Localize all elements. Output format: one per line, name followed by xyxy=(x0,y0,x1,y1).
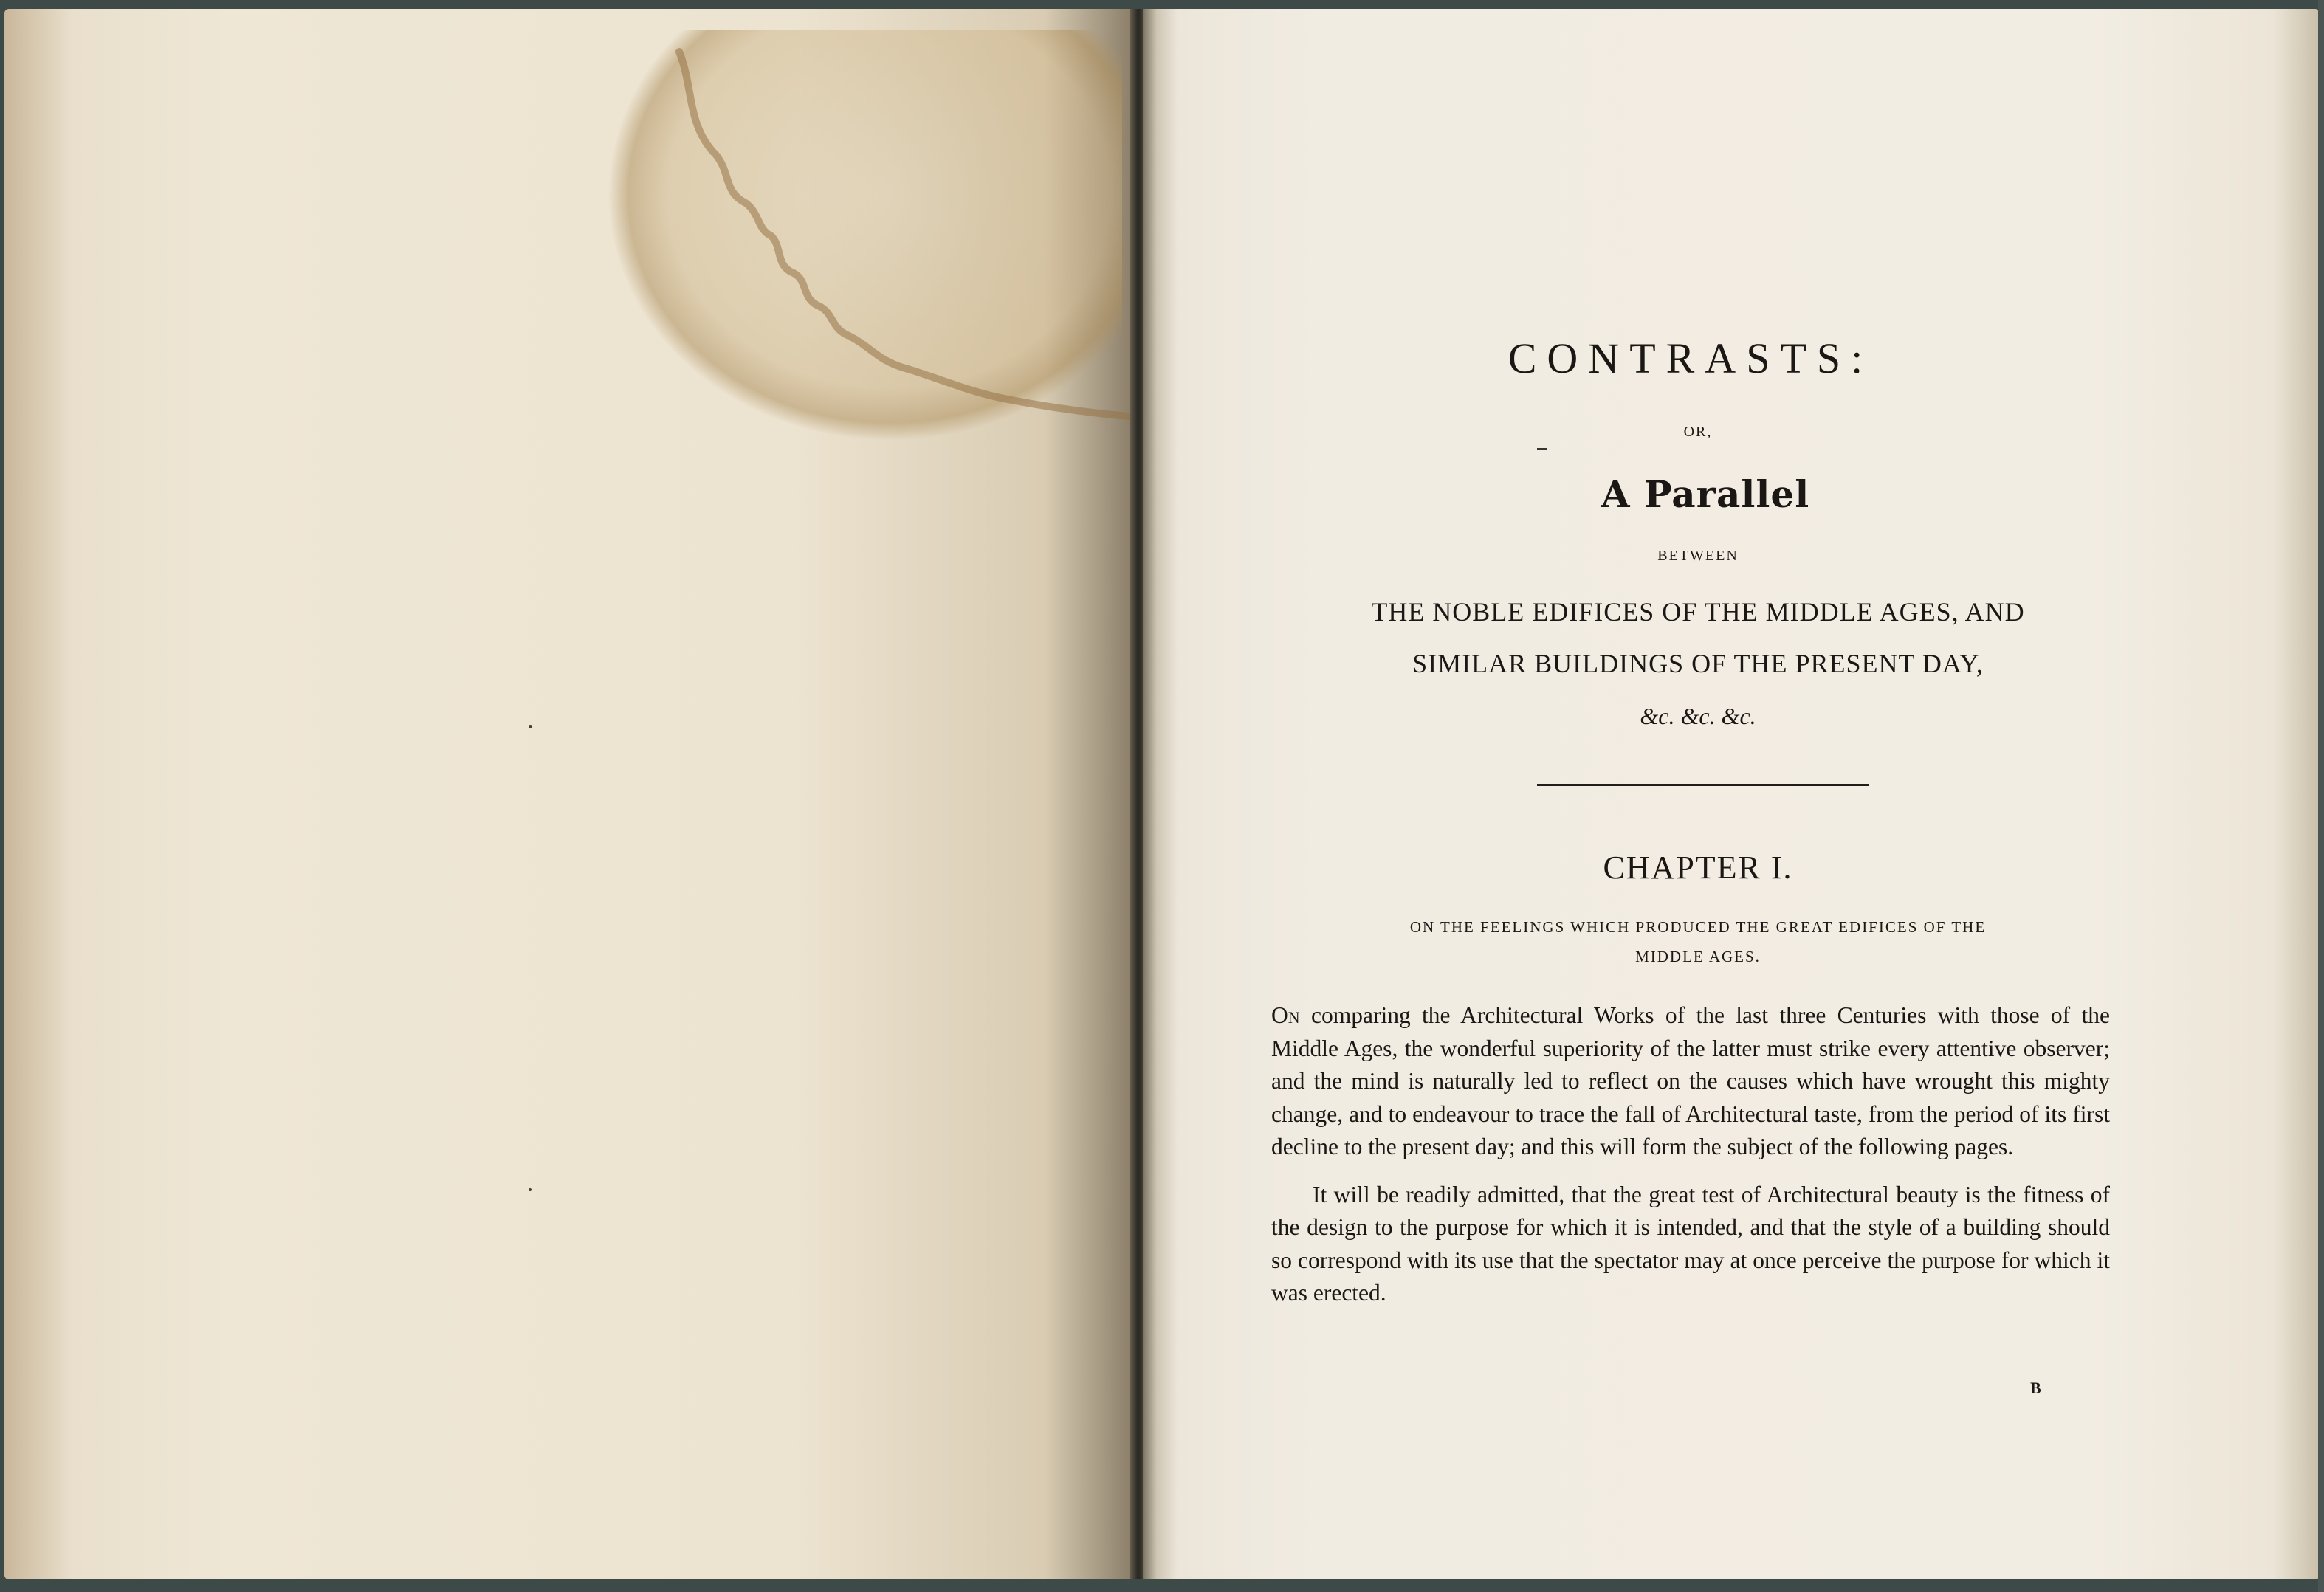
ornament-dash xyxy=(1537,448,1547,450)
etc-line: &c. &c. &c. xyxy=(1640,703,1756,729)
chapter-body xyxy=(1271,999,2110,1310)
title-page xyxy=(1143,9,2320,1579)
chapter-subtitle-line-1: ON THE FEELINGS WHICH PRODUCED THE GREAT EDIFICES OF THE xyxy=(1409,918,1987,936)
paragraph-1 xyxy=(1271,999,2110,1164)
left-blank-page xyxy=(4,9,1134,1579)
divider-rule xyxy=(1537,784,1869,786)
chapter-heading: CHAPTER I. xyxy=(1603,850,1793,886)
between-word: BETWEEN xyxy=(1657,548,1739,564)
paragraph-2: It will be readily admitted, that the great test of Architectural beauty is the fitness of the design to the purpose for which it is intended, and that the style of a building should so correspond with its use that the spectator may at once perceive the purpose for which it was erected. xyxy=(1271,1181,2110,1306)
book-title: CONTRASTS: xyxy=(1507,334,1874,382)
paragraph-initial: On xyxy=(1271,1002,1300,1028)
cover-edge xyxy=(2318,0,2324,1592)
paper-speck xyxy=(529,725,532,728)
parallel-heading: A Parallel xyxy=(1601,472,1810,516)
chapter-subtitle-line-2: MIDDLE AGES. xyxy=(1635,948,1761,965)
subtitle-line-1: THE NOBLE EDIFICES OF THE MIDDLE AGES, AND xyxy=(1371,597,2025,627)
paragraph-1-text: comparing the Architectural Works of the last three Centuries with those of the Middle Ages, the wonderful superiority of the latter must strike every attentive observer; and the mind is naturally led to reflect on the causes which have wrought this mighty change, and to endeavour to trace the fall of Architectural taste, from the period of its first decline to the present day; and this will form the subject of the following pages. xyxy=(1271,1002,2110,1159)
paper-speck xyxy=(529,1188,532,1191)
subtitle-line-2: SIMILAR BUILDINGS OF THE PRESENT DAY, xyxy=(1412,649,1984,678)
signature-mark: B xyxy=(2030,1379,2041,1397)
or-word: OR, xyxy=(1683,424,1713,440)
